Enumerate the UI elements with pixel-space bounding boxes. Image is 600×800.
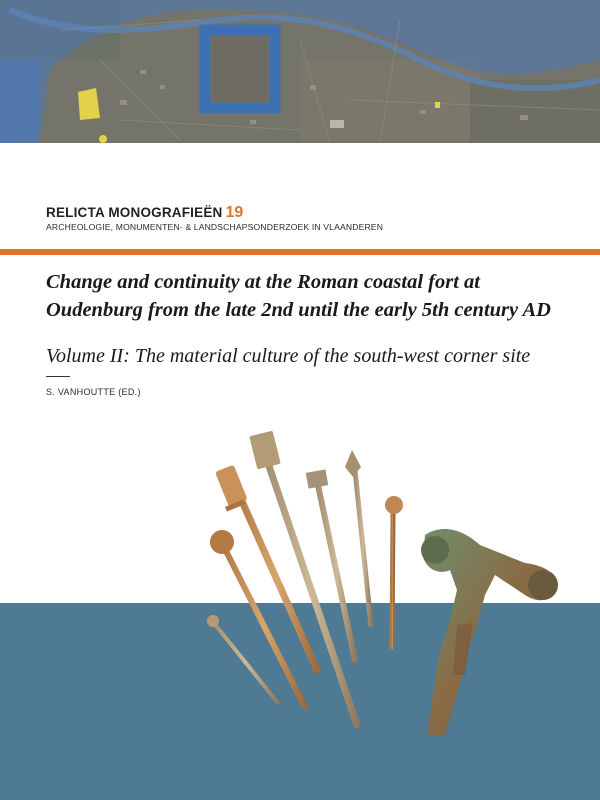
aerial-map-image (0, 0, 600, 143)
author-name: S. VANHOUTTE (ED.) (46, 387, 141, 397)
book-title-line-1: Change and continuity at the Roman coastal fort at (46, 271, 480, 293)
series-title: RELICTA MONOGRAFIEËN (46, 205, 223, 220)
bone-pin-7 (385, 496, 403, 647)
artifacts-image (195, 425, 575, 735)
bone-pin-5 (306, 469, 355, 660)
bone-pin-6 (345, 450, 371, 625)
series-subtitle: ARCHEOLOGIE, MONUMENTEN- & LANDSCHAPSONDERZOEK IN VLAANDEREN (46, 222, 384, 232)
volume-title: Volume II: The material culture of the south-west corner site (46, 345, 531, 367)
bronze-brooch (421, 529, 558, 735)
book-title-line-2: Oudenburg from the late 2nd until the early 5th century AD (46, 299, 551, 321)
series-number: 19 (225, 204, 244, 221)
book-title (46, 268, 586, 324)
accent-divider (0, 249, 600, 255)
bone-pin-4 (249, 431, 357, 725)
series-heading (46, 204, 243, 222)
author-divider (46, 376, 70, 377)
